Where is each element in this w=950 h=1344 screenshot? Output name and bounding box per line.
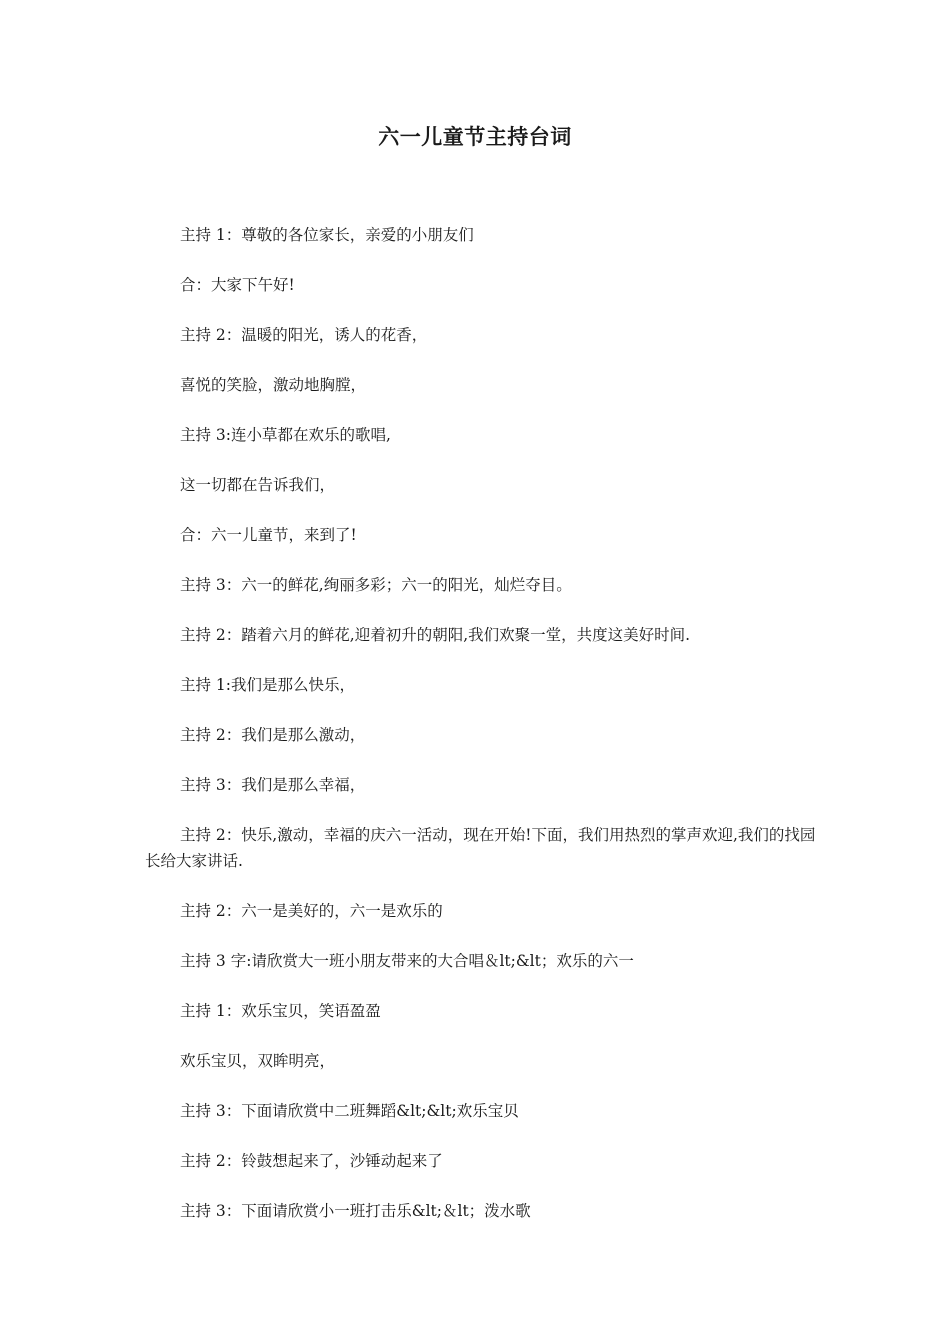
paragraph: 主持 2：铃鼓想起来了，沙锤动起来了 xyxy=(180,1152,443,1170)
paragraph: 主持 3:连小草都在欢乐的歌唱, xyxy=(180,426,391,444)
document-title: 六一儿童节主持台词 xyxy=(378,124,572,149)
paragraph: 合：六一儿童节，来到了! xyxy=(180,526,357,544)
paragraph: 这一切都在告诉我们， xyxy=(180,476,336,494)
paragraph: 主持 2：踏着六月的鲜花,迎着初升的朝阳,我们欢聚一堂，共度这美好时间. xyxy=(180,626,691,644)
paragraph: 主持 2：快乐,激动，幸福的庆六一活动，现在开始!下面，我们用热烈的掌声欢迎,我们的找园长给大家讲话. xyxy=(145,826,816,870)
paragraph: 主持 1：尊敬的各位家长，亲爱的小朋友们 xyxy=(180,226,474,244)
paragraph: 主持 3：六一的鲜花,绚丽多彩；六一的阳光，灿烂夺目。 xyxy=(180,576,572,594)
document-body xyxy=(145,222,825,1248)
paragraph: 合：大家下午好! xyxy=(180,276,295,294)
paragraph: 主持 3：下面请欣赏中二班舞蹈&lt;&lt;欢乐宝贝 xyxy=(180,1102,519,1120)
paragraph: 主持 2：温暖的阳光，诱人的花香， xyxy=(180,326,428,344)
paragraph: 欢乐宝贝，双眸明亮， xyxy=(180,1052,336,1070)
paragraph: 主持 1：欢乐宝贝，笑语盈盈 xyxy=(180,1002,381,1020)
paragraph: 主持 1:我们是那么快乐， xyxy=(180,676,356,694)
paragraph: 喜悦的笑脸，激动地胸膛， xyxy=(180,376,367,394)
paragraph: 主持 3 字:请欣赏大一班小朋友带来的大合唱＆lt;&lt；欢乐的六一 xyxy=(180,952,634,970)
paragraph: 主持 2：我们是那么激动， xyxy=(180,726,366,744)
paragraph: 主持 3：我们是那么幸福， xyxy=(180,776,366,794)
paragraph: 主持 2：六一是美好的，六一是欢乐的 xyxy=(180,902,443,920)
paragraph: 主持 3：下面请欣赏小一班打击乐&lt;＆lt；泼水歌 xyxy=(180,1202,531,1220)
